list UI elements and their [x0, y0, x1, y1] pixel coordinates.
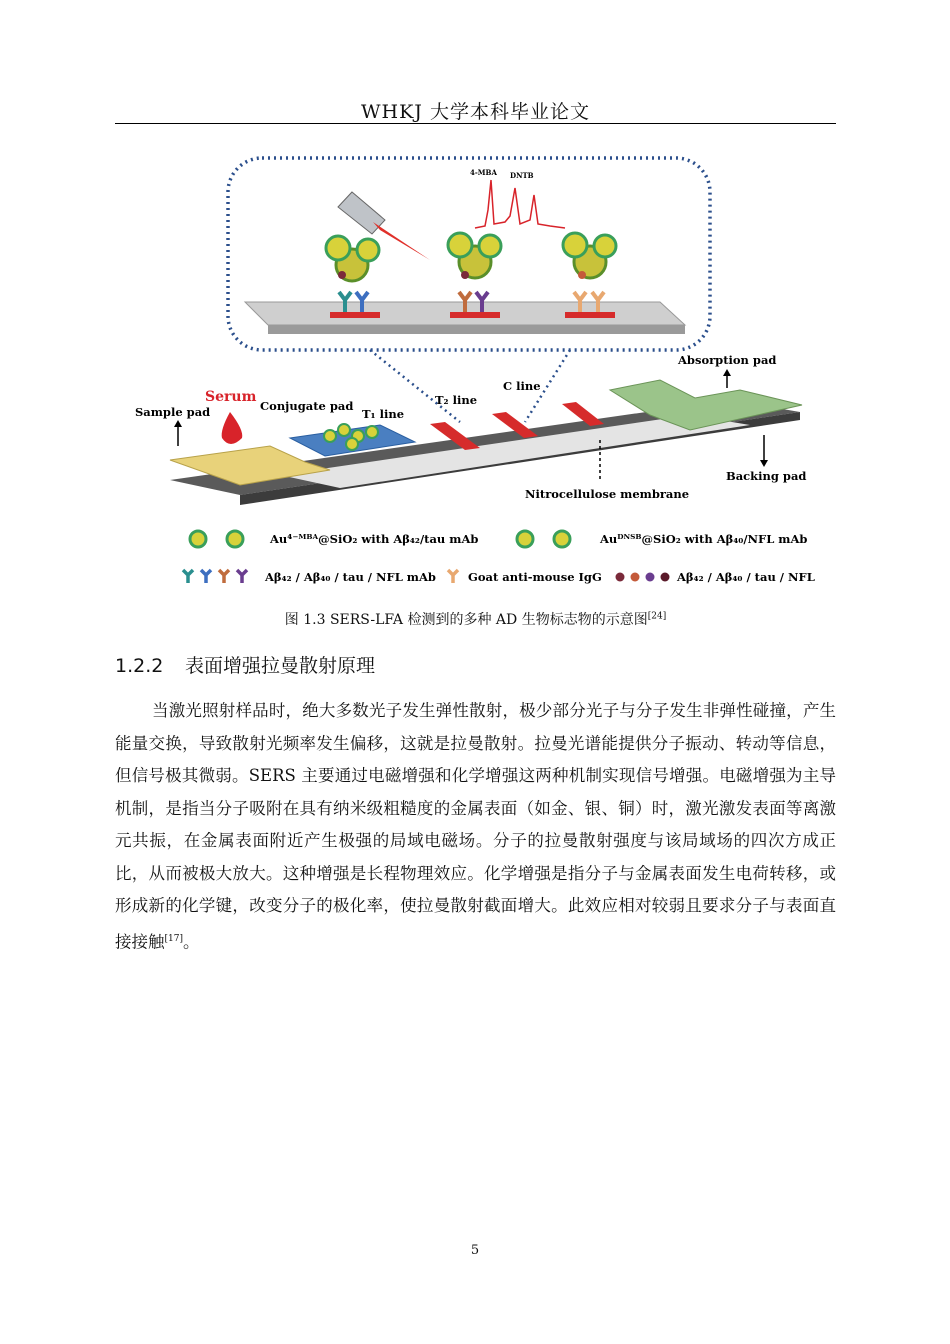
label-sample-pad: Sample pad	[135, 405, 211, 419]
label-conjugate-pad: Conjugate pad	[260, 399, 354, 413]
legend-antigens: Aβ₄₂ / Aβ₄₀ / tau / NFL	[677, 570, 815, 584]
section-heading	[115, 651, 375, 678]
section-number: 1.2.2	[115, 655, 164, 677]
caption-ref: [24]	[647, 611, 667, 622]
legend-goat-igg: Goat anti-mouse IgG	[468, 570, 602, 584]
serum-drop-icon	[222, 412, 243, 444]
paragraph-ref: [17]	[164, 933, 183, 944]
legend-row-1	[190, 531, 807, 547]
label-4mba: 4-MBA	[470, 168, 497, 177]
zoom-line-3	[565, 312, 615, 318]
section-title: 表面增强拉曼散射原理	[185, 655, 376, 677]
legend-au-dntb: Auᴰᴺᵀᴮ@SiO₂ with Aβ₄₀/NFL mAb	[600, 532, 808, 546]
caption-text: 图 1.3 SERS-LFA 检测到的多种 AD 生物标志物的示意图	[284, 612, 648, 628]
label-dntb: DNTB	[510, 171, 534, 180]
label-t1-line: T₁ line	[362, 407, 405, 421]
label-absorption-pad: Absorption pad	[678, 353, 777, 367]
zoom-nanoparticles	[326, 233, 616, 281]
paragraph-text: 当激光照射样品时，绝大多数光子发生弹性散射，极少部分光子与分子发生非弹性碰撞，产生能量交换，导致散射光频率发生偏移，这就是拉曼散射。拉曼光谱能提供分子振动、转动等信息，但信号极其微弱。SERS 主要通过电磁增强和化学增强这两种机制实现信号增强。电磁增强为主导机制，是指当分子吸附在具有纳米级粗糙度的金属表面（如金、银、铜）时，激光激发表面等离激元共振，在金属表面附近产生极强的局域电磁场。分子的拉曼散射强度与该局域场的四次方成正比，从而被极大放大。这种增强是长程物理效应。化学增强是指分子与金属表面发生电荷转移，或形成新的化学键，改变分子的极化率，使拉曼散射截面增大。此效应相对较弱且要求分子与表面直接接触	[115, 701, 836, 951]
label-backing-pad: Backing pad	[726, 469, 807, 483]
body-paragraph	[115, 695, 836, 959]
header-rule	[115, 123, 836, 124]
zoom-line-2	[450, 312, 500, 318]
legend-au-mba: Au⁴⁻ᴹᴮᴬ@SiO₂ with Aβ₄₂/tau mAb	[270, 532, 479, 546]
legend-mab: Aβ₄₂ / Aβ₄₀ / tau / NFL mAb	[265, 570, 436, 584]
figure-caption	[115, 609, 836, 629]
paragraph-end: 。	[182, 932, 200, 951]
running-header: WHKJ 大学本科毕业论文	[361, 101, 590, 123]
raman-spectrum	[475, 180, 565, 228]
label-serum: Serum	[205, 389, 257, 405]
label-nitrocellulose: Nitrocellulose membrane	[525, 487, 690, 501]
zoom-line-1	[330, 312, 380, 318]
sers-lfa-figure	[130, 150, 820, 595]
label-c-line: C line	[503, 379, 541, 393]
legend-antigen-dots	[616, 573, 670, 582]
page-number: 5	[470, 1243, 480, 1258]
label-t2-line: T₂ line	[435, 393, 478, 407]
